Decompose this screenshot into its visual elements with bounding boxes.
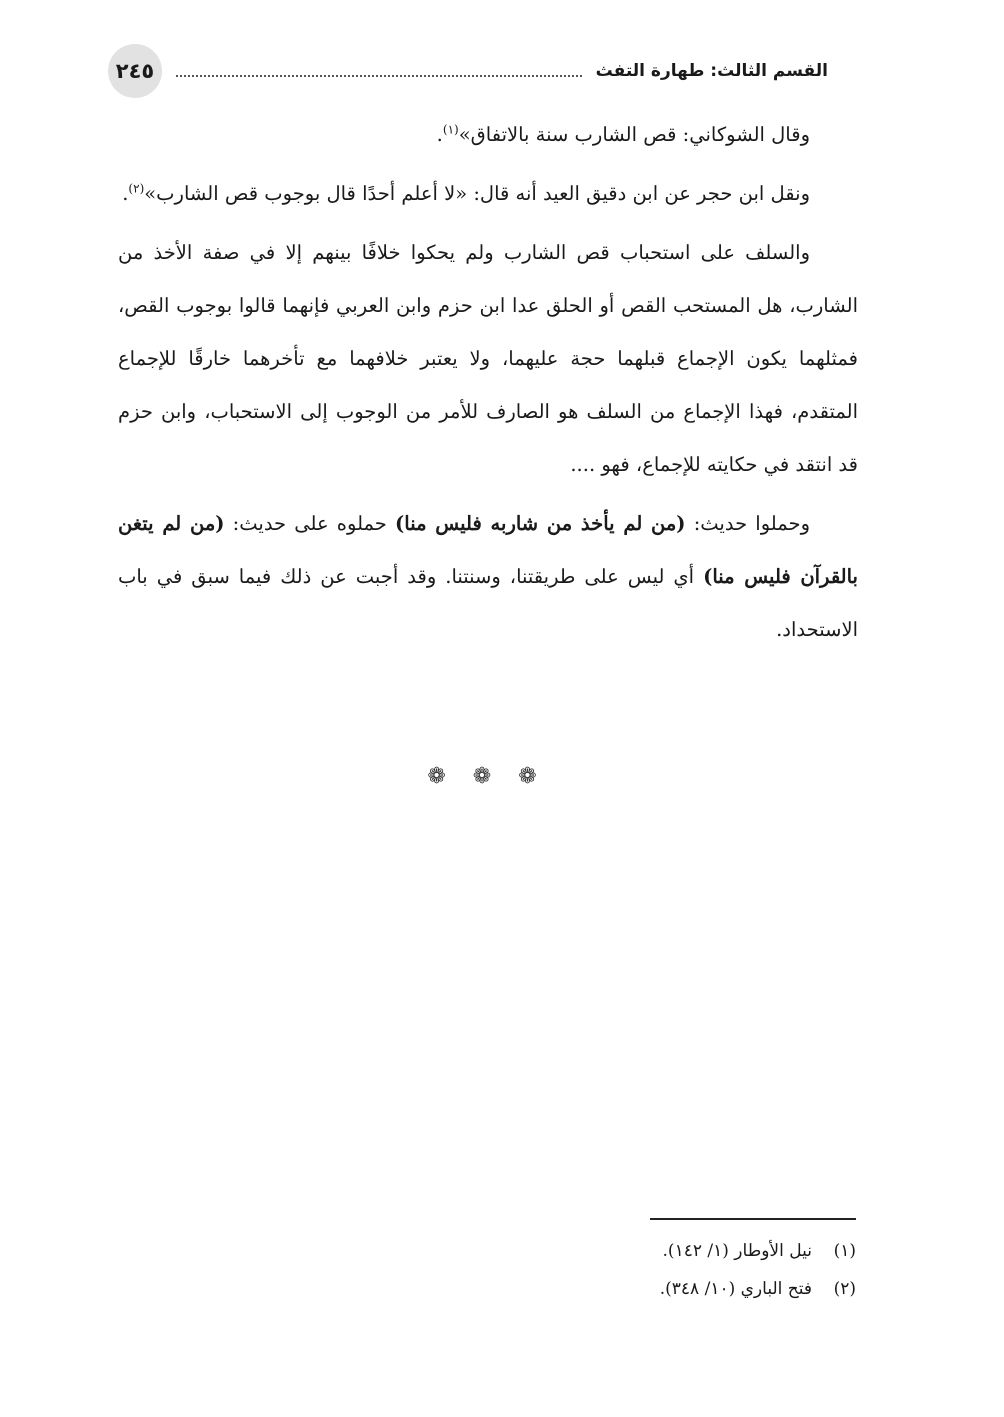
paragraph-3: والسلف على استحباب قص الشارب ولم يحكوا خلافًا بينهم إلا في صفة الأخذ من الشارب، هل المستحب القص أو الحلق عدا ابن حزم وابن العربي فإنهما قالوا بوجوب القص، فمثلهما يكون الإجماع قبلهما حجة عليهما، ولا يعتبر خلافهما مع تأخرهما خارقًا للإجماع المتقدم، فهذا الإجماع من السلف هو الصارف للأمر من الوجوب إلى الاستحباب، وابن حزم قد انتقد في حكايته للإجماع، فهو ....: [118, 241, 858, 476]
paragraph-2: [118, 167, 858, 220]
paragraph-4-part-a: وحملوا حديث:: [685, 512, 811, 535]
paragraph-2-end: .: [122, 182, 129, 205]
footnote-text: فتح الباري (١٠/ ٣٤٨).: [659, 1279, 812, 1299]
paragraph-4-part-c: أي ليس على طريقتنا، وسنتنا. وقد أجبت عن ذلك فيما سبق في باب الاستحداد.: [118, 565, 858, 641]
footnote-text: نيل الأوطار (١/ ١٤٢).: [662, 1241, 812, 1261]
footnote-item: [500, 1270, 856, 1308]
running-header: [176, 56, 842, 86]
paragraph-4: [118, 497, 858, 656]
section-end-ornament: ❁ ❁ ❁: [427, 764, 547, 789]
footnote-ref-1: (١): [442, 122, 459, 137]
paragraph-1-text: وقال الشوكاني: قص الشارب سنة بالاتفاق»: [458, 123, 810, 146]
paragraph-4-part-b: حملوه على حديث:: [224, 512, 396, 535]
chapter-title: القسم الثالث: طهارة التفث: [595, 61, 828, 81]
hadith-quote-2: (من لم يتغن بالقرآن فليس منا): [118, 512, 858, 588]
hadith-quote-1: (من لم يأخذ من شاربه فليس منا): [395, 512, 686, 535]
footnotes: [500, 1232, 856, 1308]
header-dotted-leader: [176, 75, 582, 77]
main-text: [118, 108, 858, 662]
paragraph-1-end: .: [436, 123, 443, 146]
footnote-number: (١): [833, 1241, 856, 1261]
paragraph-2-text: ونقل ابن حجر عن ابن دقيق العيد أنه قال: «لا أعلم أحدًا قال بوجوب قص الشارب»: [144, 182, 810, 205]
footnote-separator: [650, 1218, 856, 1220]
paragraph-1: [118, 108, 858, 161]
footnote-item: [500, 1232, 856, 1270]
footnote-ref-2: (٢): [128, 181, 145, 196]
footnote-number: (٢): [833, 1279, 856, 1299]
page-number: ٢٤٥: [108, 44, 162, 98]
